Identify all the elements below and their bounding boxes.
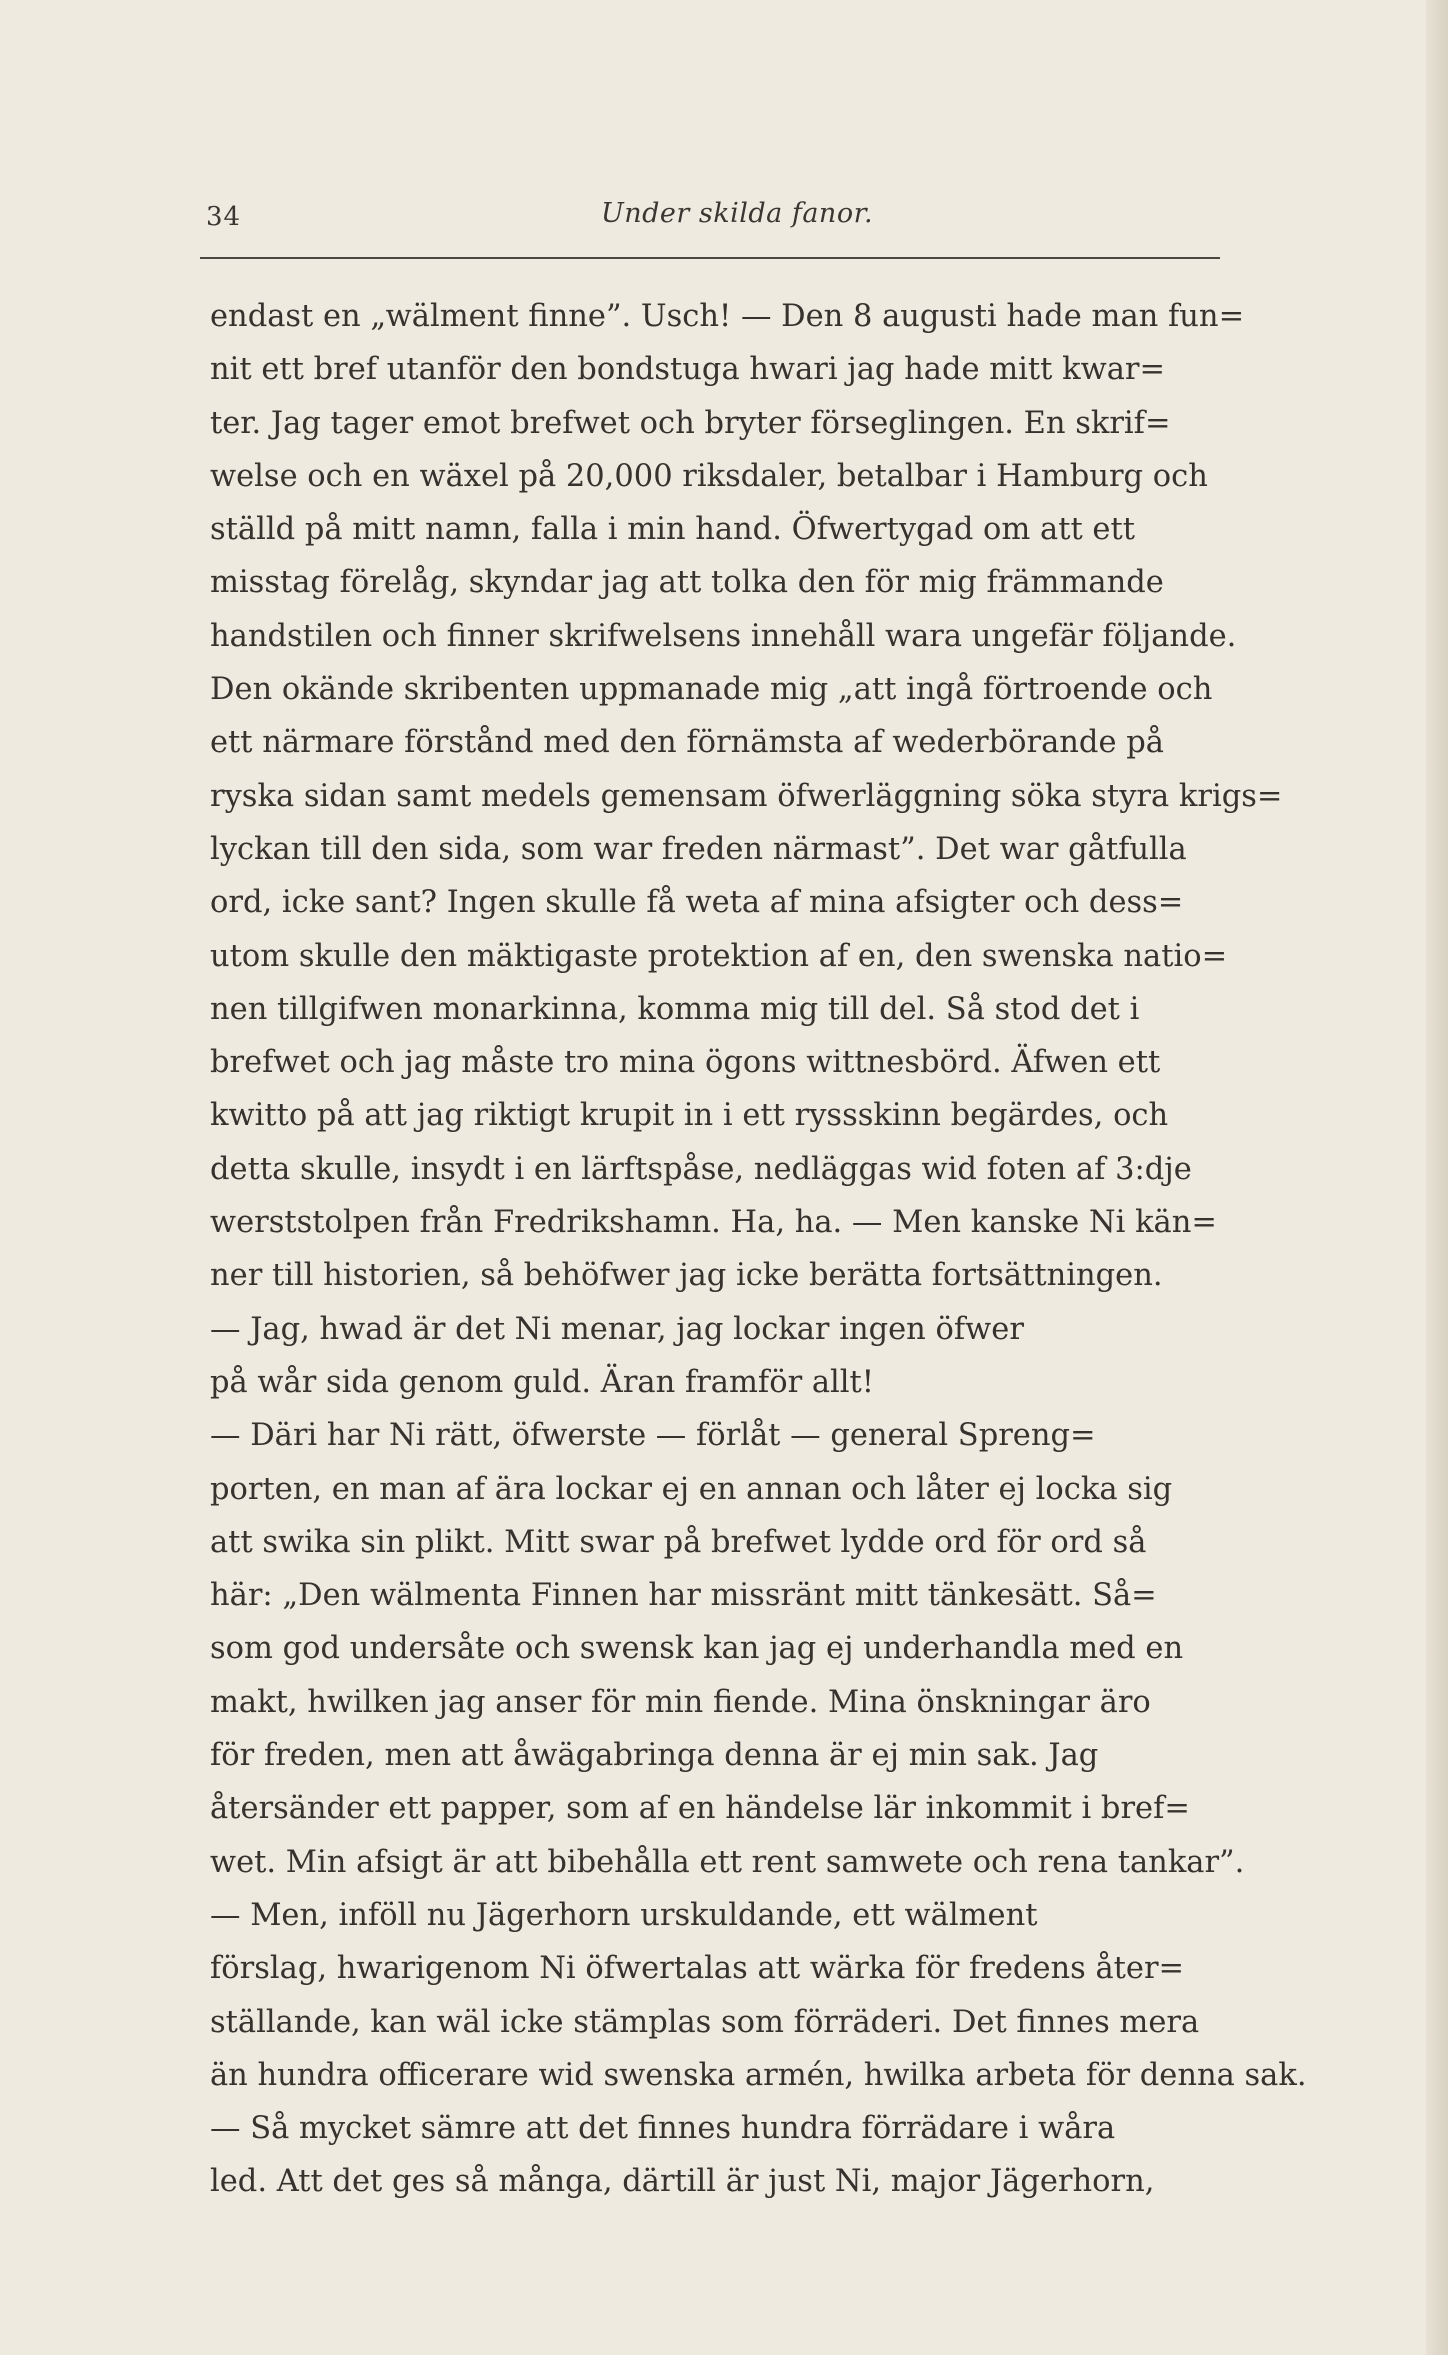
text-line: makt, hwilken jag anser för min fiende. Mina önskningar äro — [210, 1684, 1151, 1720]
text-line: för freden, men att åwägabringa denna är ej min sak. Jag — [210, 1738, 1099, 1774]
text-line: porten, en man af ära lockar ej en annan och låter ej locka sig — [210, 1471, 1173, 1507]
text-line: utom skulle den mäktigaste protektion af en, den swenska natio= — [210, 938, 1228, 974]
page-header — [206, 196, 1216, 242]
body-text — [210, 290, 1340, 2209]
text-line: att swika sin plikt. Mitt swar på brefwet lydde ord för ord så — [210, 1524, 1147, 1560]
text-line: — Jag, hwad är det Ni menar, jag lockar ingen öfwer — [210, 1311, 1024, 1347]
text-line: ett närmare förstånd med den förnämsta af wederbörande på — [210, 725, 1164, 761]
text-line: welse och en wäxel på 20,000 riksdaler, betalbar i Hamburg och — [210, 458, 1208, 494]
running-title: Under skilda fanor. — [601, 198, 874, 229]
text-line: på wår sida genom guld. Äran framför allt! — [210, 1364, 875, 1400]
text-line: misstag förelåg, skyndar jag att tolka den för mig främmande — [210, 565, 1164, 601]
text-line: här: „Den wälmenta Finnen har missränt mitt tänkesätt. Så= — [210, 1578, 1157, 1614]
text-line: lyckan till den sida, som war freden närmast”. Det war gåtfulla — [210, 831, 1187, 867]
text-line: ord, icke sant? Ingen skulle få weta af mina afsigter och dess= — [210, 885, 1184, 921]
text-line: ter. Jag tager emot brefwet och bryter förseglingen. En skrif= — [210, 405, 1171, 441]
text-line: — Men, inföll nu Jägerhorn urskuldande, ett wälment — [210, 1897, 1038, 1933]
text-line: — Så mycket sämre att det finnes hundra förrädare i wåra — [210, 2111, 1116, 2147]
text-line: ryska sidan samt medels gemensam öfwerläggning söka styra krigs= — [210, 778, 1283, 814]
text-line: ställd på mitt namn, falla i min hand. Öfwertygad om att ett — [210, 512, 1135, 548]
text-line: — Däri har Ni rätt, öfwerste — förlåt — general Spreng= — [210, 1418, 1096, 1454]
text-line: ner till historien, så behöfwer jag icke berätta fortsättningen. — [210, 1258, 1163, 1294]
text-line: handstilen och finner skrifwelsens innehåll wara ungefär följande. — [210, 618, 1237, 654]
text-line: kwitto på att jag riktigt krupit in i ett ryssskinn begärdes, och — [210, 1098, 1169, 1134]
text-line: werststolpen från Fredrikshamn. Ha, ha. — Men kanske Ni kän= — [210, 1205, 1217, 1241]
page-edge-shadow — [1426, 0, 1448, 2355]
text-line: Den okände skribenten uppmanade mig „att ingå förtroende och — [210, 672, 1213, 708]
text-line: som god undersåte och swensk kan jag ej underhandla med en — [210, 1631, 1184, 1667]
text-line: endast en „wälment finne”. Usch! — Den 8 augusti hade man fun= — [210, 299, 1245, 334]
text-line: brefwet och jag måste tro mina ögons wittnesbörd. Äfwen ett — [210, 1045, 1161, 1081]
text-line: förslag, hwarigenom Ni öfwertalas att wärka för fredens åter= — [210, 1951, 1185, 1987]
text-line: nit ett bref utanför den bondstuga hwari jag hade mitt kwar= — [210, 352, 1166, 388]
page-number: 34 — [206, 202, 242, 232]
text-line: nen tillgifwen monarkinna, komma mig till del. Så stod det i — [210, 991, 1140, 1027]
text-line: ställande, kan wäl icke stämplas som förräderi. Det finnes mera — [210, 2004, 1200, 2040]
text-line: detta skulle, insydt i en lärftspåse, nedläggas wid foten af 3:dje — [210, 1151, 1192, 1187]
text-line: återsänder ett papper, som af en händelse lär inkommit i bref= — [210, 1791, 1190, 1827]
text-line: led. Att det ges så många, därtill är just Ni, major Jägerhorn, — [210, 2164, 1155, 2200]
text-line: wet. Min afsigt är att bibehålla ett rent samwete och rena tankar”. — [210, 1844, 1245, 1880]
text-line: än hundra officerare wid swenska armén, hwilka arbeta för denna sak. — [210, 2057, 1307, 2093]
header-rule — [200, 257, 1220, 259]
